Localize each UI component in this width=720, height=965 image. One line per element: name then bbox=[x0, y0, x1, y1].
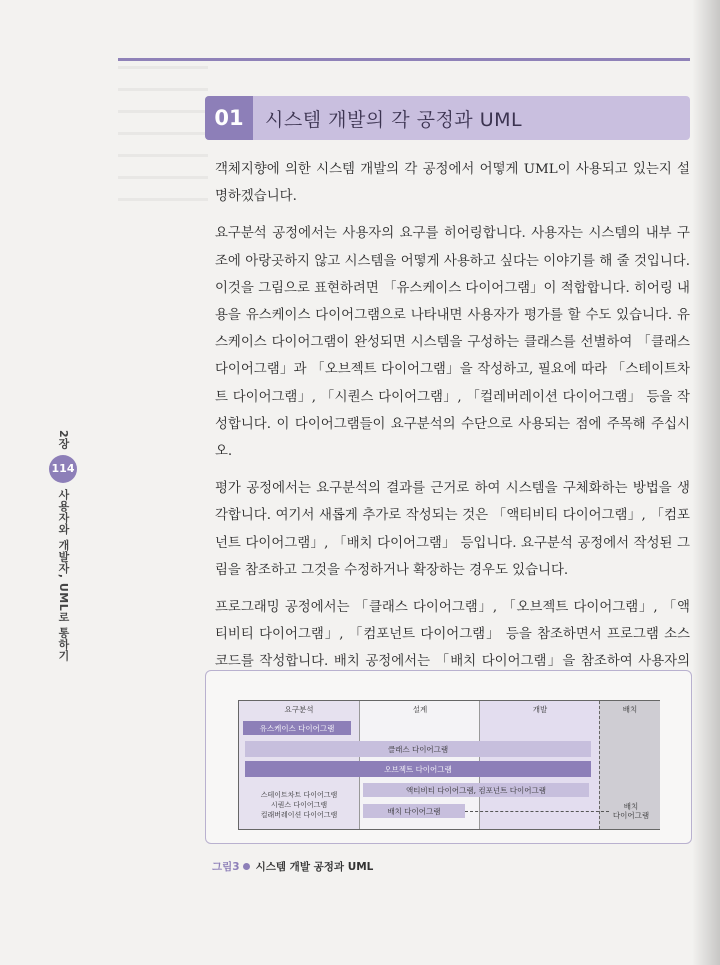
figure-caption bbox=[212, 859, 373, 874]
column-header: 배치 bbox=[622, 704, 638, 714]
section-number: 01 bbox=[205, 96, 253, 140]
class-diagram-bar: 클래스 다이어그램 bbox=[245, 741, 591, 757]
statechart-label: 스테이트차트 다이어그램 bbox=[260, 791, 338, 799]
side-chapter-label bbox=[48, 430, 78, 661]
deployment-end-line: 다이어그램 bbox=[612, 811, 650, 820]
column-header: 요구분석 bbox=[284, 704, 314, 714]
usecase-diagram-bar: 유스케이스 다이어그램 bbox=[243, 721, 351, 735]
section-header bbox=[205, 96, 690, 140]
page-gutter-shadow bbox=[692, 0, 720, 965]
collaboration-label: 컬래버레이션 다이어그램 bbox=[260, 811, 338, 819]
top-rule bbox=[118, 58, 690, 61]
object-diagram-bar: 오브젝트 다이어그램 bbox=[245, 761, 591, 777]
activity-component-bar: 액티비티 다이어그램, 컴포넌트 다이어그램 bbox=[363, 783, 589, 797]
bleed-through-text bbox=[118, 66, 208, 216]
sequence-label: 시퀀스 다이어그램 bbox=[270, 801, 328, 809]
caption-text: 시스템 개발 공정과 UML bbox=[255, 861, 374, 873]
deployment-end-label bbox=[609, 799, 653, 823]
paragraph: 객체지향에 의한 시스템 개발의 각 공정에서 어떻게 UML이 사용되고 있는지 설명하겠습니다. bbox=[215, 162, 690, 205]
bullet-icon bbox=[243, 863, 250, 870]
paragraph: 프로그래밍 공정에서는 「클래스 다이어그램」, 「오브젝트 다이어그램」, 「액티비티 다이어그램」, 「컴포넌트 다이어그램」 등을 참조하면서 프로그램 소스코드를 작성합니다. 배치 공정에서는 「배치 다이어그램」을 참조하여 사용자의 bbox=[215, 600, 690, 670]
paragraph: 요구분석 공정에서는 사용자의 요구를 히어링합니다. 사용자는 시스템의 내부 구조에 아랑곳하지 않고 시스템을 어떻게 사용하고 싶다는 이야기를 해 줄 것입니다. 이것을 그림으로 표현하려면 「유스케이스 다이어그램」이 적합합니다. 히어링 내용을 유스케이스 다이어그램으로 나타내면 사용자가 평가를 할 수도 있습니다. 유스케이스 다이어그램이 완성되면 시스템을 구성하는 클래스를 선별하여 「클래스 다이어그램」과 「오브젝트 다이어그램」을 작성하고, 필요에 따라 「스테이트차트 다이어그램」, 「시퀀스 다이어그램」, 「컬레버레이션 다이어그램」 등을 작성합니다. 이 다이어그램들이 요구분석의 수단으로 사용되는 점에 주목해 주십시오. bbox=[215, 226, 690, 460]
deployment-connector bbox=[465, 811, 609, 812]
deployment-diagram-bar: 배치 다이어그램 bbox=[363, 804, 465, 818]
body-text bbox=[215, 156, 690, 740]
page-number: 114 bbox=[49, 455, 77, 483]
section-title: 시스템 개발의 각 공정과 UML bbox=[265, 108, 523, 131]
paragraph: 평가 공정에서는 요구분석의 결과를 근거로 하여 시스템을 구체화하는 방법을 생각합니다. 여기서 새롭게 추가로 작성되는 것은 「액티비티 다이어그램」, 「컴포넌트 다이어그램」, 「배치 다이어그램」 등입니다. 요구분석 공정에서 작성된 그림을 참조하고 그것을 수정하거나 확장하는 경우도 있습니다. bbox=[215, 481, 690, 578]
process-diagram bbox=[238, 700, 660, 830]
caption-label: 그림3 bbox=[212, 861, 240, 873]
behavior-diagrams-group bbox=[245, 784, 353, 826]
column-header: 개발 bbox=[532, 704, 548, 714]
deployment-end-line: 배치 bbox=[623, 802, 639, 811]
chapter-label: 2장 bbox=[57, 430, 70, 449]
running-title: 사용자와 개발자, UML로 통하기 bbox=[57, 488, 70, 662]
column-header: 설계 bbox=[412, 704, 428, 714]
